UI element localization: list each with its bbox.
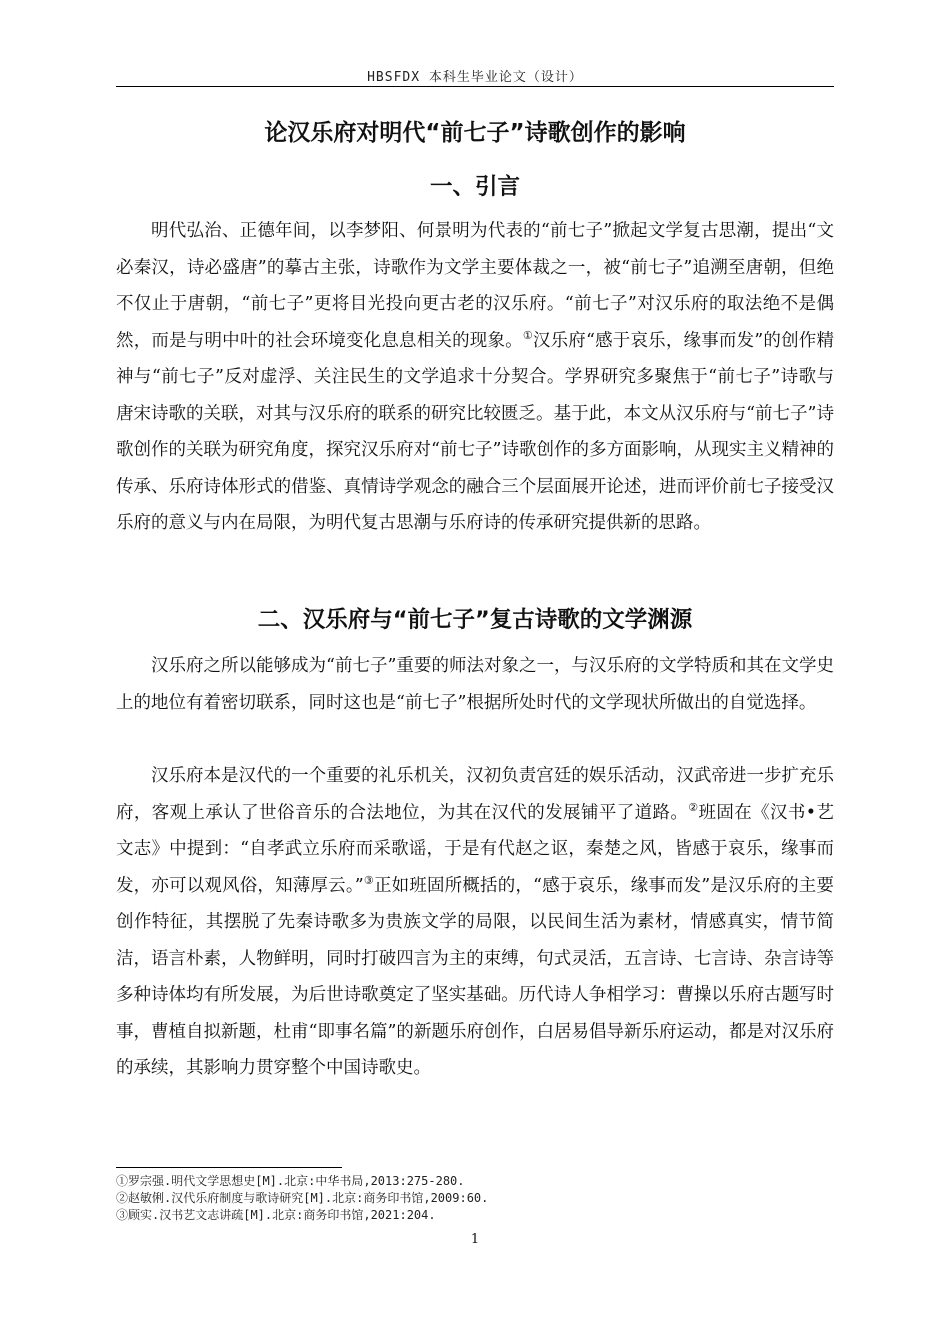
paragraph-text: 正如班固所概括的，“感于哀乐，缘事而发”是汉乐府的主要创作特征，其摆脱了先秦诗歌多为贵族文学的局限，以民间生活为素材，情感真实，情节简洁，语言朴素，人物鲜明，同时打破四言为主的束缚，句式灵活，五言诗、七言诗、杂言诗等多种诗体均有所发展，为后世诗歌奠定了坚实基础。历代诗人争相学习：曹操以乐府古题写时事，曹植自拟新题，杜甫“即事名篇”的新题乐府创作，白居易倡导新乐府运动，都是对汉乐府的承续，其影响力贯穿整个中国诗歌史。: [116, 875, 834, 1078]
footnotes: [116, 1173, 834, 1224]
header-rule: [116, 86, 834, 87]
paragraph-text: 明代弘治、正德年间，以李梦阳、何景明为代表的“前七子”掀起文学复古思潮，提出“文必秦汉，诗必盛唐”的摹古主张，诗歌作为文学主要体裁之一，被“前七子”追溯至唐朝，但绝不仅止于唐朝，“前七子”更将目光投向更古老的汉乐府。“前七子”对汉乐府的取法绝不是偶然，而是与明中叶的社会环境变化息息相关的现象。: [116, 221, 834, 351]
running-header: HBSFDX 本科生毕业论文（设计）: [367, 70, 583, 85]
paragraph-text: 汉乐府“感于哀乐，缘事而发”的创作精神与“前七子”反对虚浮、关注民生的文学追求十分契合。学界研究多聚焦于“前七子”诗歌与唐宋诗歌的关联，对其与汉乐府的联系的研究比较匮乏。基于此，本文从汉乐府与“前七子”诗歌创作的关联为研究角度，探究汉乐府对“前七子”诗歌创作的多方面影响，从现实主义精神的传承、乐府诗体形式的借鉴、真情诗学观念的融合三个层面展开论述，进而评价前七子接受汉乐府的意义与内在局限，为明代复古思潮与乐府诗的传承研究提供新的思路。: [116, 330, 834, 533]
footnote-marker: ①: [522, 328, 533, 342]
footnote-rule: [116, 1167, 342, 1168]
section-heading-introduction: 一、引言: [429, 174, 520, 200]
section-heading-origins: 二、汉乐府与“前七子”复古诗歌的文学渊源: [257, 607, 693, 633]
footnote-marker: ③: [363, 873, 374, 887]
paper-title: 论汉乐府对明代“前七子”诗歌创作的影响: [264, 120, 686, 146]
body-paragraph: [116, 213, 834, 542]
footnote-marker: ②: [688, 800, 699, 814]
paragraph-text: 汉乐府之所以能够成为“前七子”重要的师法对象之一，与汉乐府的文学特质和其在文学史上的地位有着密切联系，同时这也是“前七子”根据所处时代的文学现状所做出的自觉选择。: [116, 656, 834, 713]
footnote-item: ①罗宗强.明代文学思想史[M].北京:中华书局,2013:275-280.: [116, 1174, 465, 1188]
body-paragraph: [116, 758, 834, 1087]
footnote-item: ③顾实.汉书艺文志讲疏[M].北京:商务印书馆,2021:204.: [116, 1208, 436, 1222]
page-number: 1: [470, 1232, 480, 1247]
paragraph-text: 汉乐府本是汉代的一个重要的礼乐机关，汉初负责宫廷的娱乐活动，汉武帝进一步扩充乐府，客观上承认了世俗音乐的合法地位，为其在汉代的发展铺平了道路。: [116, 766, 834, 823]
paragraph-text: 班固在《汉书•艺文志》中提到：“自孝武立乐府而采歌谣，于是有代赵之讴，秦楚之风，皆感于哀乐，缘事而发，亦可以观风俗，知薄厚云。”: [116, 802, 834, 896]
footnote-item: ②赵敏俐.汉代乐府制度与歌诗研究[M].北京:商务印书馆,2009:60.: [116, 1191, 489, 1205]
body-paragraph: [116, 648, 834, 721]
